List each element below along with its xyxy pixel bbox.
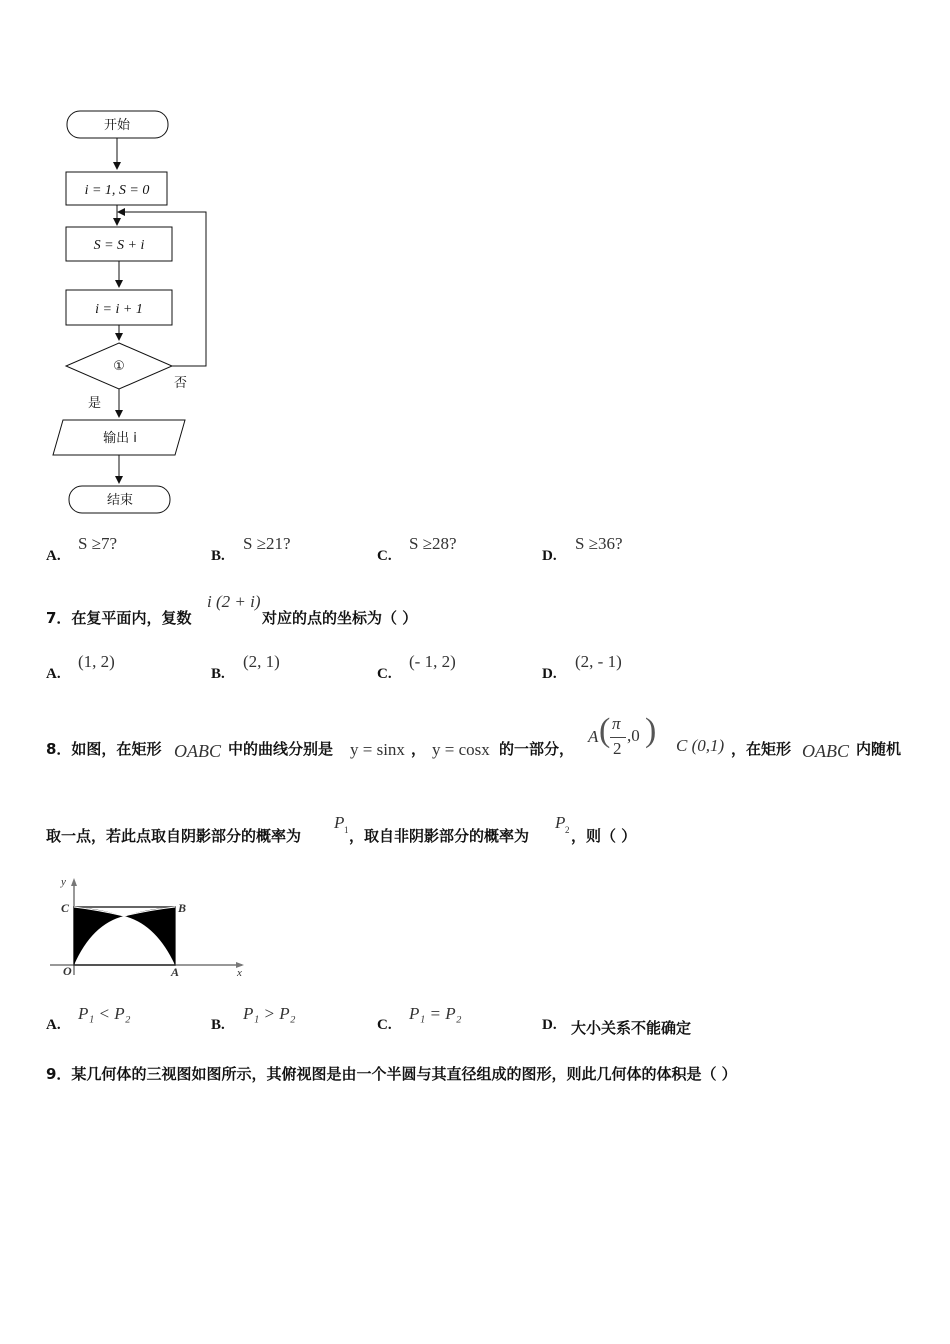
q8-p2-sub: 2: [565, 825, 570, 835]
start-label: 开始: [103, 118, 131, 133]
q7-prefix: 7．在复平面内，复数: [46, 609, 192, 627]
q8-option-d-letter: D.: [542, 1017, 557, 1033]
q8-line2-b: ，取自非阴影部分的概率为: [349, 827, 530, 845]
loop-arrow: [119, 212, 206, 366]
q8-p1: P: [334, 813, 345, 832]
q7-expr: i (2 + i): [207, 592, 261, 611]
q8-point-a-rest: ,0: [627, 726, 640, 745]
q8-part2: 中的曲线分别是: [228, 740, 334, 758]
question-9: 9．某几何体的三视图如图所示，其俯视图是由一个半圆与其直径组成的图形，则此几何体的体积是（ ）: [46, 1065, 737, 1083]
graph-label-y: y: [61, 876, 66, 888]
q6-option-d-letter: D.: [542, 548, 557, 564]
q6-option-c-text: S ≥28?: [409, 534, 457, 553]
condition-label: ①: [113, 359, 125, 374]
q7-option-b-letter: B.: [211, 666, 225, 682]
flowchart: [40, 100, 240, 520]
q8-point-a-numerator: π: [612, 714, 621, 733]
q8-part4: ，在矩形: [731, 740, 792, 758]
q7-option-d-text: (2, - 1): [575, 652, 622, 671]
graph-label-a: A: [171, 965, 180, 979]
q8-option-b-letter: B.: [211, 1017, 225, 1033]
q8-part3: 的一部分，: [499, 740, 575, 758]
q8-option-a-letter: A.: [46, 1017, 61, 1033]
graph-label-b: B: [178, 901, 187, 915]
q8-left-paren: (: [599, 712, 611, 749]
q8-option-c-text: P₁ = P₂: [409, 1004, 462, 1023]
step2-label: i = i + 1: [95, 302, 143, 317]
q8-sin: y = sinx: [350, 740, 405, 759]
q8-part5: 内随机: [856, 740, 902, 758]
q8-comma: ，: [411, 740, 427, 758]
q8-right-paren: ): [645, 712, 657, 749]
q8-point-a-denominator: 2: [613, 739, 622, 758]
no-label: 否: [174, 376, 188, 391]
q7-option-c-letter: C.: [377, 666, 392, 682]
q8-option-c-letter: C.: [377, 1017, 392, 1033]
q7-suffix: 对应的点的坐标为（ ）: [262, 609, 418, 627]
q8-line2-c: ，则（ ）: [571, 827, 637, 845]
q8-oabc: OABC: [174, 741, 221, 761]
q8-fraction-bar: [610, 737, 626, 738]
step1-label: S = S + i: [93, 238, 145, 253]
q8-p2: P: [555, 813, 566, 832]
q6-option-a-letter: A.: [46, 548, 61, 564]
q8-graph: [44, 872, 249, 982]
q6-option-a-text: S ≥7?: [78, 534, 118, 553]
q8-p1-sub: 1: [344, 825, 349, 835]
q8-line2-a: 取一点，若此点取自阴影部分的概率为: [46, 827, 302, 845]
init-label: i = 1, S = 0: [84, 183, 150, 198]
q7-option-a-letter: A.: [46, 666, 61, 682]
end-label: 结束: [106, 493, 134, 508]
q7-option-d-letter: D.: [542, 666, 557, 682]
q8-part1: 8．如图，在矩形: [46, 740, 162, 758]
q7-option-a-text: (1, 2): [78, 652, 115, 671]
q8-oabc-2: OABC: [802, 741, 849, 761]
q7-option-b-text: (2, 1): [243, 652, 280, 671]
q8-cos: y = cosx: [432, 740, 490, 759]
q6-option-d-text: S ≥36?: [575, 534, 623, 553]
output-label: 输出 i: [103, 431, 137, 446]
q7-option-c-text: (- 1, 2): [409, 652, 456, 671]
graph-label-c: C: [61, 901, 70, 915]
graph-label-x: x: [237, 967, 242, 979]
q8-option-d-text: 大小关系不能确定: [571, 1019, 692, 1037]
q8-option-a-text: P₁ < P₂: [78, 1004, 131, 1023]
q6-option-c-letter: C.: [377, 548, 392, 564]
yes-label: 是: [88, 396, 102, 411]
q8-point-c: C (0,1): [676, 736, 725, 755]
q8-point-a-label: A: [588, 727, 599, 746]
q6-option-b-text: S ≥21?: [243, 534, 291, 553]
q8-option-b-text: P₁ > P₂: [243, 1004, 296, 1023]
q6-option-b-letter: B.: [211, 548, 225, 564]
graph-label-o: O: [63, 964, 72, 978]
